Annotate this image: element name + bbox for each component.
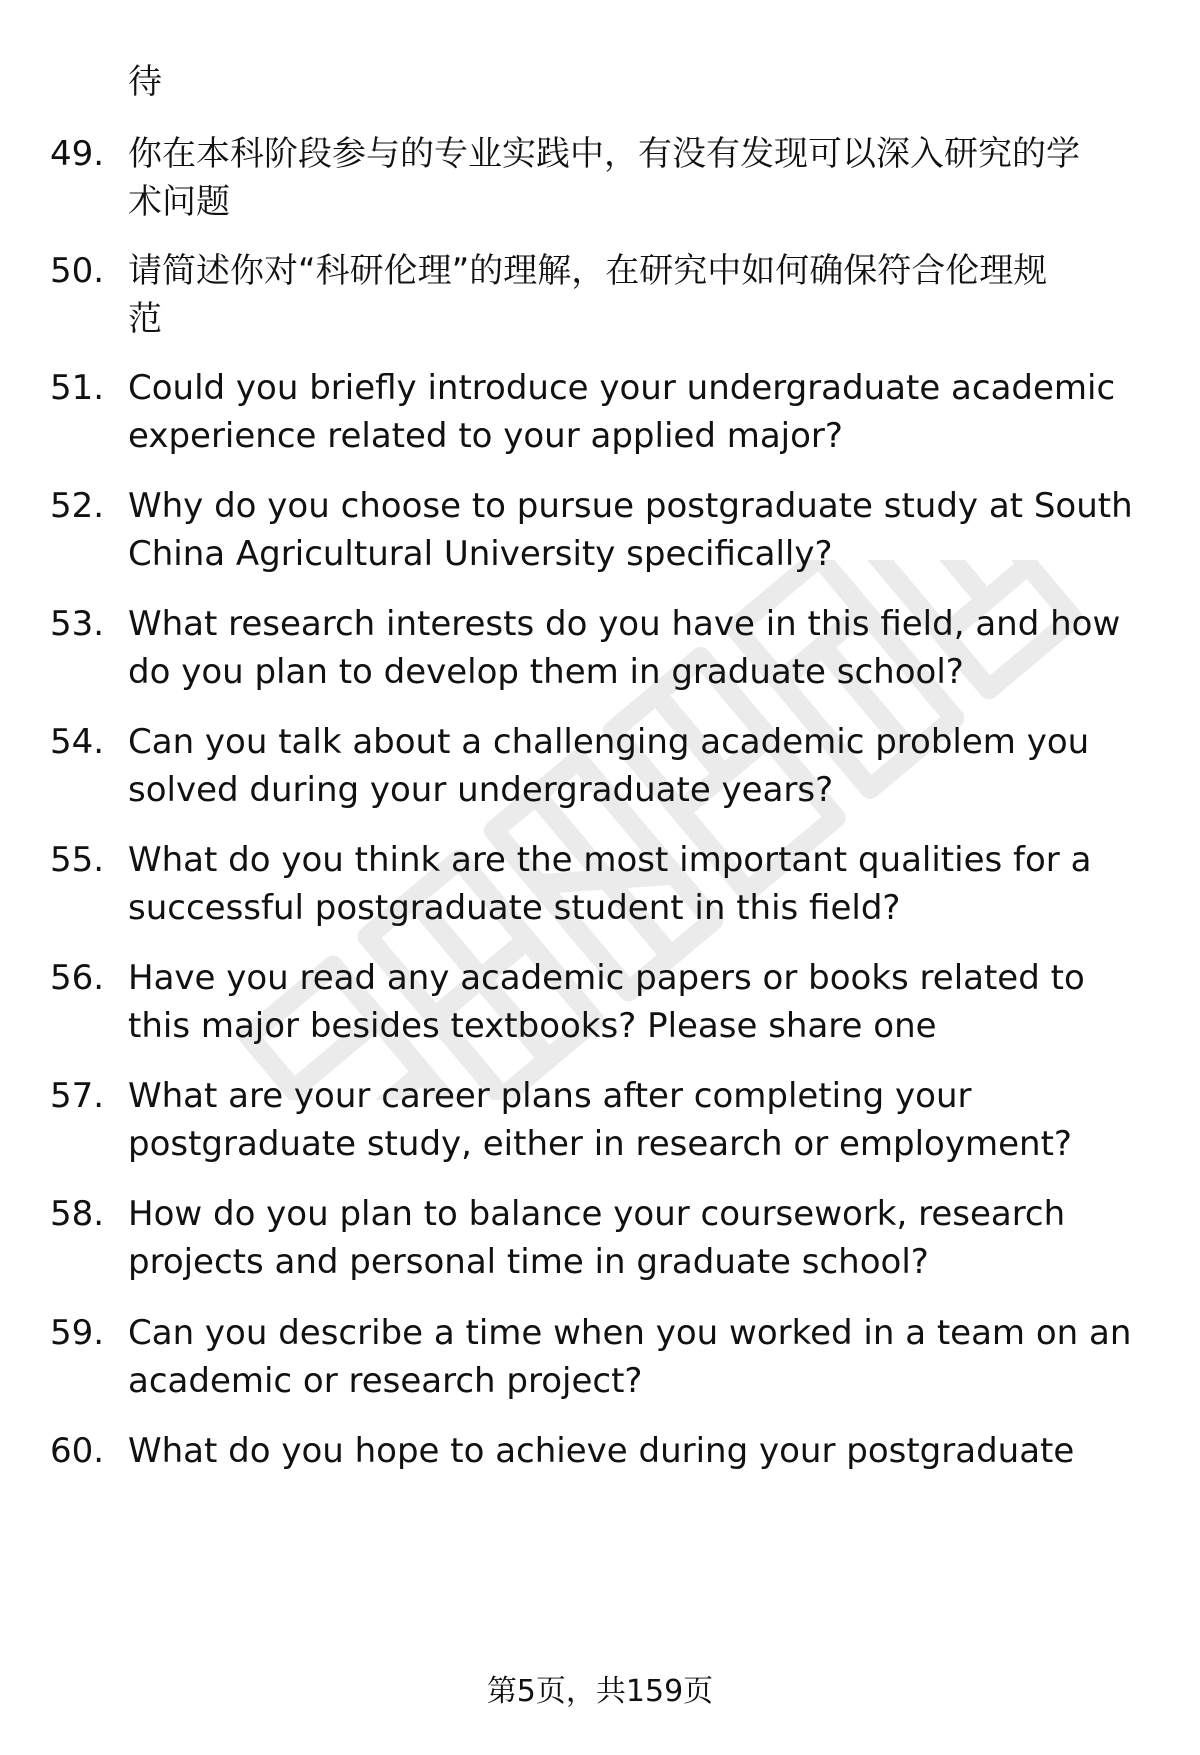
- item-text-line: 你在本科阶段参与的专业实践中，有没有发现可以深入研究的学: [128, 134, 1080, 174]
- item-text-line: 请简述你对“科研伦理”的理解，在研究中如何确保符合伦理规: [128, 251, 1048, 291]
- item-text-line: Can you describe a time when you worked in a team on an: [128, 1313, 1132, 1353]
- item-text-line: experience related to your applied major?: [128, 416, 843, 456]
- page-footer: 第5页，共159页: [486, 1674, 714, 1709]
- list-item-59: [50, 1309, 1170, 1405]
- item-text-line: postgraduate study, either in research or employment?: [128, 1124, 1072, 1164]
- item-text-line: What do you hope to achieve during your postgraduate: [128, 1431, 1075, 1471]
- list-item-50: [50, 247, 1170, 343]
- item-text-line: academic or research project?: [128, 1361, 643, 1401]
- item-text-line: What are your career plans after completing your: [128, 1076, 972, 1116]
- item-number: 58.: [50, 1194, 105, 1234]
- item-text-line: this major besides textbooks? Please share one: [128, 1006, 937, 1046]
- item-number: 60.: [50, 1431, 105, 1471]
- list-item-53: [50, 600, 1170, 696]
- item-number: 59.: [50, 1313, 105, 1353]
- item-text-line: Why do you choose to pursue postgraduate study at South: [128, 486, 1133, 526]
- list-item-57: [50, 1072, 1170, 1168]
- list-item-51: [50, 364, 1170, 460]
- item-text-line: Have you read any academic papers or books related to: [128, 958, 1085, 998]
- item-text-line: projects and personal time in graduate school?: [128, 1242, 929, 1282]
- item-number: 55.: [50, 840, 105, 880]
- item-text-line: China Agricultural University specifically?: [128, 534, 833, 574]
- item-number: 50.: [50, 251, 105, 291]
- item-text-line: What do you think are the most important qualities for a: [128, 840, 1092, 880]
- item-text-line: Could you briefly introduce your undergraduate academic: [128, 368, 1116, 408]
- item-number: 53.: [50, 604, 105, 644]
- item-text-line: What research interests do you have in this field, and how: [128, 604, 1121, 644]
- item-number: 51.: [50, 368, 105, 408]
- item-text-line: 范: [128, 299, 162, 339]
- item-text-line: successful postgraduate student in this field?: [128, 888, 901, 928]
- item-number: 52.: [50, 486, 105, 526]
- item-text-line: 术问题: [128, 182, 230, 222]
- item-text-line: How do you plan to balance your coursework, research: [128, 1194, 1066, 1234]
- item-text-line: solved during your undergraduate years?: [128, 770, 834, 810]
- item-number: 57.: [50, 1076, 105, 1116]
- list-item-52: [50, 482, 1170, 578]
- item-number: 54.: [50, 722, 105, 762]
- item-text-line: Can you talk about a challenging academic problem you: [128, 722, 1090, 762]
- item-number: 56.: [50, 958, 105, 998]
- list-item-49: [50, 130, 1170, 226]
- continuation-text: 待: [128, 62, 162, 102]
- list-item-55: [50, 836, 1170, 932]
- list-item-54: [50, 718, 1170, 814]
- list-item-56: [50, 954, 1170, 1050]
- item-number: 49.: [50, 134, 105, 174]
- list-item-58: [50, 1190, 1170, 1286]
- item-text-line: do you plan to develop them in graduate school?: [128, 652, 964, 692]
- list-item-60: [50, 1427, 1170, 1475]
